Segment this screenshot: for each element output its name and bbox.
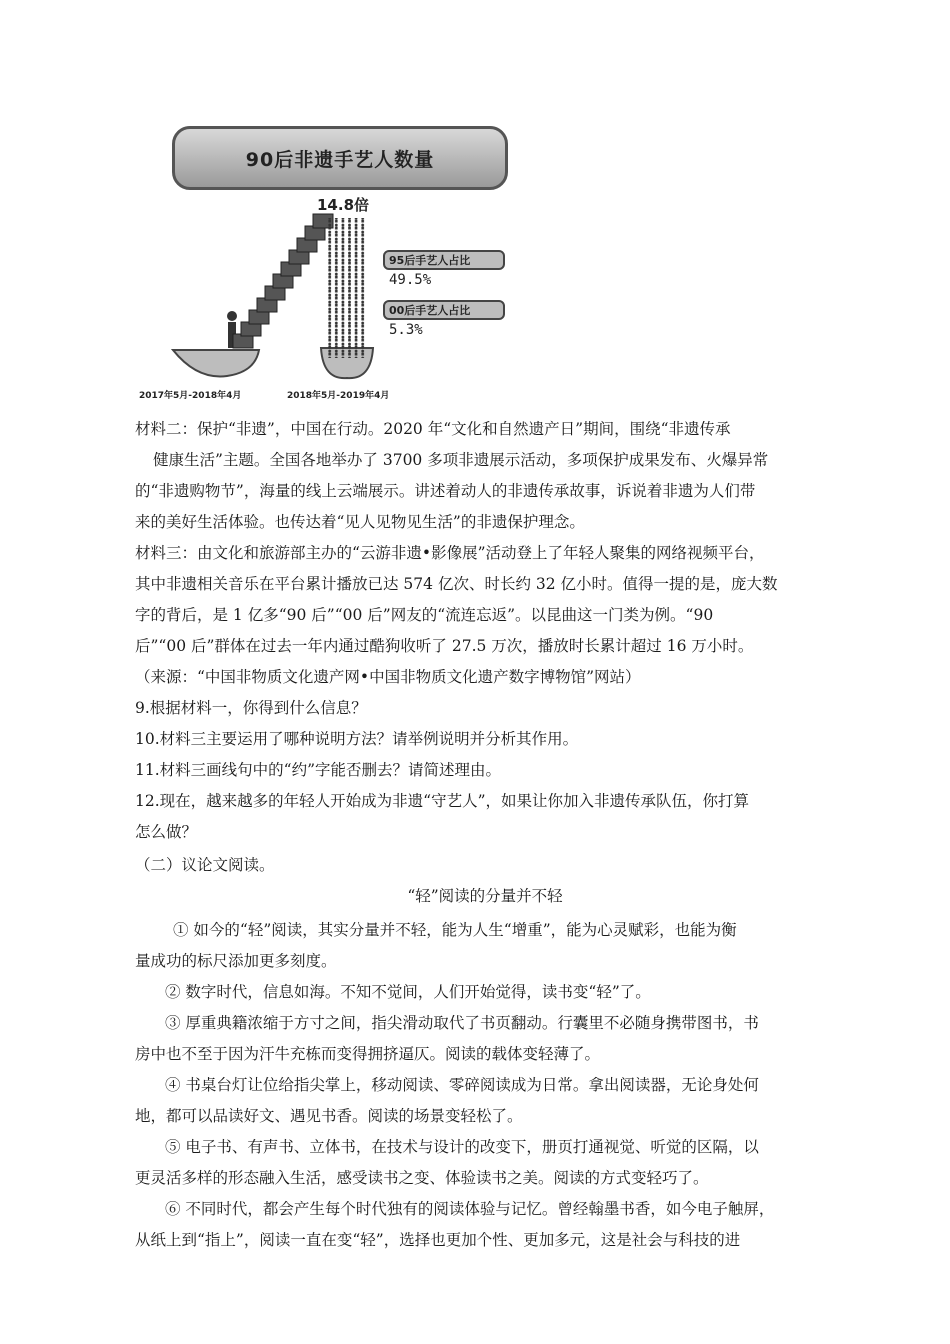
figure-title: 90后非遗手艺人数量 bbox=[245, 148, 435, 171]
multiplier-label: 14.8倍 bbox=[317, 196, 370, 214]
staircase bbox=[233, 214, 333, 348]
article-body bbox=[135, 915, 835, 1256]
left-base-bowl bbox=[173, 350, 259, 376]
article-line: 地，都可以品读好文、遇见书香。阅读的场景变轻松了。 bbox=[135, 1107, 523, 1125]
legend-00-value: 5.3% bbox=[389, 322, 423, 338]
material-three-line: 材料三：由文化和旅游部主办的“云游非遗•影像展”活动登上了年轻人聚集的网络视频平台， bbox=[135, 544, 765, 562]
question-item: 12.现在，越来越多的年轻人开始成为非遗“守艺人”，如果让你加入非遗传承队伍，你打算 bbox=[135, 792, 750, 810]
question-list bbox=[135, 693, 835, 848]
legend-95-label: 95后手艺人占比 bbox=[389, 254, 471, 267]
section-heading-block bbox=[135, 850, 835, 912]
section-heading: （二）议论文阅读。 bbox=[135, 856, 275, 874]
article-line: ② 数字时代，信息如海。不知不觉间，人们开始觉得，读书变“轻”了。 bbox=[165, 983, 651, 1001]
material-two bbox=[135, 414, 835, 538]
article-line: ⑥ 不同时代，都会产生每个时代独有的阅读体验与记忆。曾经翰墨书香，如今电子触屏， bbox=[165, 1200, 775, 1218]
question-item: 10.材料三主要运用了哪种说明方法？请举例说明并分析其作用。 bbox=[135, 730, 579, 748]
legend-00-box bbox=[383, 300, 505, 320]
source-note: （来源：“中国非物质文化遗产网•中国非物质文化遗产数字博物馆”网站） bbox=[135, 668, 641, 686]
material-two-line: 材料二：保护“非遗”，中国在行动。2020 年“文化和自然遗产日”期间，围绕“非遗传承 bbox=[135, 420, 731, 438]
article-line: ④ 书桌台灯让位给指尖掌上，移动阅读、零碎阅读成为日常。拿出阅读器，无论身处何 bbox=[165, 1076, 759, 1094]
article-line: 房中也不至于因为汗牛充栋而变得拥挤逼仄。阅读的载体变轻薄了。 bbox=[135, 1045, 601, 1063]
material-three-line: 字的背后，是 1 亿多“90 后”“00 后”网友的“流连忘返”。以昆曲这一门类为例。“90 bbox=[135, 606, 714, 624]
question-item: 11.材料三画线句中的“约”字能否删去？请简述理由。 bbox=[135, 761, 501, 779]
question-item: 9.根据材料一，你得到什么信息？ bbox=[135, 699, 367, 717]
legend-95-box bbox=[383, 250, 505, 270]
legend-00-label: 00后手艺人占比 bbox=[389, 304, 471, 317]
article-line: 更灵活多样的形态融入生活，感受读书之变、体验读书之美。阅读的方式变轻巧了。 bbox=[135, 1169, 709, 1187]
x-label-left: 2017年5月-2018年4月 bbox=[139, 391, 242, 401]
material-two-line: 的“非遗购物节”，海量的线上云端展示。讲述着动人的非遗传承故事，诉说着非遗为人们带 bbox=[135, 482, 756, 500]
article-line: ③ 厚重典籍浓缩于方寸之间，指尖滑动取代了书页翻动。行囊里不必随身携带图书，书 bbox=[165, 1014, 759, 1032]
article-title: “轻”阅读的分量并不轻 bbox=[407, 887, 563, 905]
legend-95-value: 49.5% bbox=[389, 272, 432, 288]
person-figure-head bbox=[227, 311, 237, 321]
x-label-right: 2018年5月-2019年4月 bbox=[287, 391, 390, 401]
question-item: 怎么做？ bbox=[135, 823, 198, 841]
infographic-figure bbox=[135, 118, 525, 408]
article-line: ① 如今的“轻”阅读，其实分量并不轻，能为人生“增重”，能为心灵赋彩，也能为衡 bbox=[173, 921, 737, 939]
material-three bbox=[135, 538, 835, 693]
article-line: 从纸上到“指上”，阅读一直在变“轻”，选择也更加个性、更加多元，这是社会与科技的进 bbox=[135, 1231, 741, 1249]
people-icon-column bbox=[327, 218, 367, 358]
material-three-line: 后”“00 后”群体在过去一年内通过酷狗收听了 27.5 万次，播放时长累计超过 16 万小时。 bbox=[135, 637, 754, 655]
material-three-line: 其中非遗相关音乐在平台累计播放已达 574 亿次、时长约 32 亿小时。值得一提的是，庞大数 bbox=[135, 575, 778, 593]
article-line: ⑤ 电子书、有声书、立体书，在技术与设计的改变下，册页打通视觉、听觉的区隔，以 bbox=[165, 1138, 759, 1156]
material-two-line: 来的美好生活体验。也传达着“见人见物见生活”的非遗保护理念。 bbox=[135, 513, 585, 531]
article-line: 量成功的标尺添加更多刻度。 bbox=[135, 952, 337, 970]
material-two-line: 健康生活”主题。全国各地举办了 3700 多项非遗展示活动，多项保护成果发布、火爆异常 bbox=[153, 451, 769, 469]
